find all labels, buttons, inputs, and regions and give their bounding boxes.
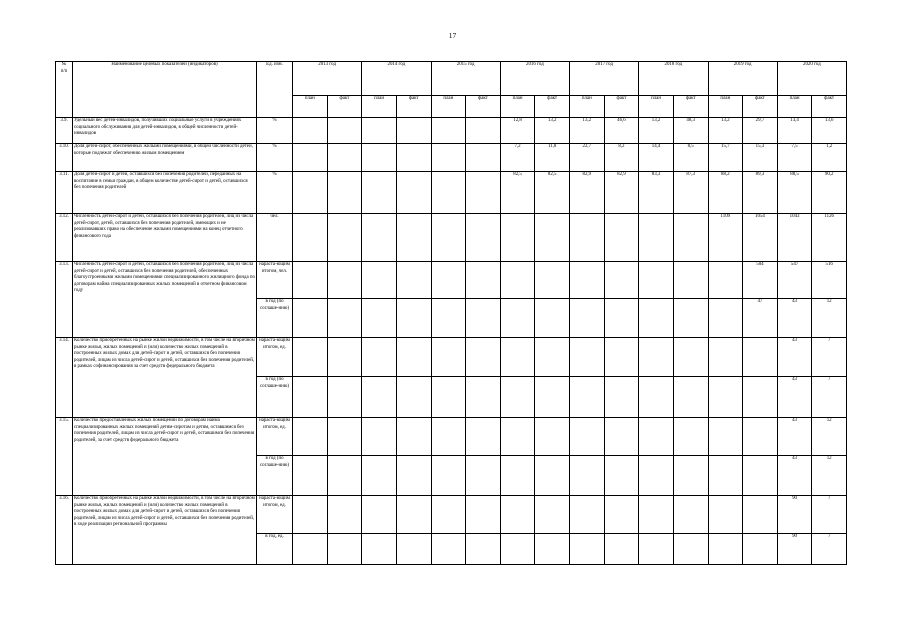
value-cell: 7: [812, 534, 847, 565]
value-cell: [535, 338, 570, 377]
unit-cell: нараста-ющим итогом, ед.: [257, 496, 293, 534]
value-cell: [639, 496, 674, 534]
value-cell: [396, 496, 431, 534]
header-num: № п/п: [56, 62, 73, 118]
value-cell: [466, 118, 501, 144]
header-fact: факт: [812, 96, 847, 118]
value-cell: [466, 456, 501, 496]
value-cell: 13,6: [812, 118, 847, 144]
value-cell: 12: [812, 456, 847, 496]
value-cell: [604, 534, 639, 565]
value-cell: 43: [777, 338, 812, 377]
value-cell: [500, 377, 535, 418]
value-cell: 43: [777, 418, 812, 456]
unit-cell: в год (по соглаше-нию): [257, 377, 293, 418]
value-cell: [327, 456, 362, 496]
value-cell: [431, 377, 466, 418]
value-cell: [466, 496, 501, 534]
value-cell: [293, 418, 328, 456]
value-cell: [743, 456, 778, 496]
value-cell: 43: [777, 456, 812, 496]
header-year: 2020 год: [777, 62, 846, 96]
header-fact: факт: [535, 96, 570, 118]
value-cell: [466, 338, 501, 377]
value-cell: [396, 456, 431, 496]
header-fact: факт: [466, 96, 501, 118]
value-cell: [362, 496, 397, 534]
value-cell: [604, 496, 639, 534]
value-cell: 8,5: [673, 144, 708, 172]
value-cell: [396, 214, 431, 262]
value-cell: 83,3: [639, 172, 674, 214]
table-row: [56, 118, 847, 144]
value-cell: 13,4: [777, 118, 812, 144]
value-cell: [673, 456, 708, 496]
value-cell: [431, 118, 466, 144]
value-cell: [604, 338, 639, 377]
table-row: [56, 262, 847, 299]
value-cell: [362, 262, 397, 299]
value-cell: [673, 377, 708, 418]
value-cell: [673, 418, 708, 456]
value-cell: [327, 338, 362, 377]
header-fact: факт: [604, 96, 639, 118]
value-cell: [431, 214, 466, 262]
value-cell: 13,2: [535, 118, 570, 144]
indicator-name: Доля детей-сирот, обеспеченных жилыми помещениями, в общей численности детей, которые подлежат обеспечению жилым помещением: [73, 144, 257, 172]
header-plan: план: [777, 96, 812, 118]
value-cell: [500, 338, 535, 377]
value-cell: 12: [812, 418, 847, 456]
value-cell: [500, 299, 535, 338]
value-cell: 14,4: [639, 144, 674, 172]
row-number: 3.11.: [56, 172, 73, 214]
value-cell: [431, 262, 466, 299]
value-cell: [327, 534, 362, 565]
value-cell: [396, 377, 431, 418]
value-cell: [708, 496, 743, 534]
header-plan: план: [293, 96, 328, 118]
value-cell: [431, 456, 466, 496]
unit-cell: в год, ед.: [257, 534, 293, 565]
value-cell: 43: [777, 377, 812, 418]
unit-cell: в год (по соглаше-нию): [257, 299, 293, 338]
value-cell: [293, 118, 328, 144]
value-cell: 29,7: [743, 118, 778, 144]
value-cell: [327, 299, 362, 338]
value-cell: [708, 534, 743, 565]
header-plan: план: [500, 96, 535, 118]
value-cell: 504: [743, 262, 778, 299]
value-cell: 82,9: [570, 172, 605, 214]
value-cell: [673, 338, 708, 377]
value-cell: [327, 418, 362, 456]
value-cell: 13,2: [570, 118, 605, 144]
header-row-years: [56, 62, 847, 96]
value-cell: 90: [777, 496, 812, 534]
table-row: [56, 338, 847, 377]
value-cell: [327, 377, 362, 418]
value-cell: [362, 338, 397, 377]
value-cell: [293, 144, 328, 172]
value-cell: [570, 377, 605, 418]
header-plan: план: [431, 96, 466, 118]
value-cell: 89,3: [743, 172, 778, 214]
table-row: [56, 496, 847, 534]
value-cell: [570, 214, 605, 262]
value-cell: 82,5: [535, 172, 570, 214]
header-unit: Ед. изм.: [257, 62, 293, 118]
header-plan: план: [708, 96, 743, 118]
value-cell: [431, 418, 466, 456]
value-cell: [604, 418, 639, 456]
value-cell: 90,2: [812, 172, 847, 214]
value-cell: [743, 377, 778, 418]
value-cell: [327, 118, 362, 144]
value-cell: [396, 118, 431, 144]
value-cell: [431, 534, 466, 565]
header-year: 2019 год: [708, 62, 777, 96]
value-cell: [535, 456, 570, 496]
value-cell: [396, 172, 431, 214]
value-cell: 90: [777, 534, 812, 565]
value-cell: [535, 262, 570, 299]
value-cell: [570, 534, 605, 565]
value-cell: [431, 496, 466, 534]
header-year: 2015 год: [431, 62, 500, 96]
value-cell: [466, 418, 501, 456]
value-cell: 7,2: [500, 144, 535, 172]
value-cell: [431, 299, 466, 338]
value-cell: [431, 338, 466, 377]
value-cell: [708, 299, 743, 338]
value-cell: [570, 299, 605, 338]
value-cell: [673, 262, 708, 299]
unit-cell: нараста-ющим итогом, чел.: [257, 262, 293, 299]
unit-cell: нараста-ющим итогом, ед.: [257, 418, 293, 456]
row-number: 3.10.: [56, 144, 73, 172]
value-cell: [293, 456, 328, 496]
value-cell: 1043: [777, 214, 812, 262]
value-cell: [708, 377, 743, 418]
value-cell: 82,5: [500, 172, 535, 214]
page-number: 17: [448, 31, 457, 40]
value-cell: [431, 144, 466, 172]
value-cell: [466, 377, 501, 418]
value-cell: [396, 418, 431, 456]
header-year: 2018 год: [639, 62, 708, 96]
value-cell: [673, 299, 708, 338]
unit-cell: %: [257, 118, 293, 144]
value-cell: 11,8: [535, 144, 570, 172]
value-cell: [639, 418, 674, 456]
header-fact: факт: [673, 96, 708, 118]
value-cell: [639, 338, 674, 377]
value-cell: 8,2: [604, 144, 639, 172]
value-cell: 15,7: [708, 144, 743, 172]
value-cell: [639, 377, 674, 418]
value-cell: 7,5: [777, 144, 812, 172]
unit-cell: %: [257, 172, 293, 214]
value-cell: [396, 534, 431, 565]
value-cell: [604, 214, 639, 262]
value-cell: 1109: [708, 214, 743, 262]
value-cell: [570, 496, 605, 534]
value-cell: 1126: [812, 214, 847, 262]
value-cell: [570, 418, 605, 456]
table-row: [56, 214, 847, 262]
value-cell: [293, 299, 328, 338]
value-cell: [639, 299, 674, 338]
value-cell: 1054: [743, 214, 778, 262]
header-fact: факт: [743, 96, 778, 118]
table-row: [56, 418, 847, 456]
value-cell: [535, 299, 570, 338]
value-cell: [708, 418, 743, 456]
value-cell: [396, 144, 431, 172]
value-cell: [535, 214, 570, 262]
value-cell: [293, 534, 328, 565]
value-cell: [396, 262, 431, 299]
value-cell: 1,2: [812, 144, 847, 172]
row-number: 3.13.: [56, 262, 73, 338]
value-cell: [743, 496, 778, 534]
value-cell: [500, 418, 535, 456]
indicator-name: Количество приобретенных на рынке жилой недвижимости, в том числе на вторичном рынке жилья, жилых помещений и (или) количество жилых помещений в построенных жилых домах для детей-сирот и детей, оставшихся без попечения родителей, лицам из числа детей-сирот и детей, оставшихся без попечения родителей, в рамках софинансирования за счет средств федерального бюджета: [73, 338, 257, 418]
header-plan: план: [570, 96, 605, 118]
value-cell: [708, 262, 743, 299]
value-cell: 15,3: [743, 144, 778, 172]
value-cell: [708, 456, 743, 496]
value-cell: [708, 338, 743, 377]
header-fact: факт: [327, 96, 362, 118]
value-cell: [604, 262, 639, 299]
value-cell: [293, 496, 328, 534]
value-cell: [466, 214, 501, 262]
value-cell: [466, 262, 501, 299]
indicator-name: Удельный вес детей-инвалидов, получивших социальные услуги в учреждениях социального обслуживания для детей-инвалидов, в общей численности детей-инвалидов: [73, 118, 257, 144]
unit-cell: %: [257, 144, 293, 172]
value-cell: [362, 172, 397, 214]
value-cell: 22,7: [570, 144, 605, 172]
header-year: 2013 год: [293, 62, 362, 96]
header-fact: факт: [396, 96, 431, 118]
value-cell: [466, 534, 501, 565]
value-cell: [327, 496, 362, 534]
indicator-name: Численность детей-сирот и детей, оставшихся без попечения родителей, лиц из числа детей-сирот, детей, оставшихся без попечения родителей, имеющих и не реализовавших право на обеспечение жилыми помещениями на конец отчетного финансового года: [73, 214, 257, 262]
value-cell: 47: [743, 299, 778, 338]
value-cell: [639, 214, 674, 262]
value-cell: [362, 299, 397, 338]
value-cell: 43: [777, 299, 812, 338]
value-cell: [466, 144, 501, 172]
value-cell: [673, 214, 708, 262]
value-cell: 87,3: [673, 172, 708, 214]
value-cell: [327, 172, 362, 214]
indicators-table: [55, 61, 847, 565]
value-cell: [743, 418, 778, 456]
value-cell: [396, 338, 431, 377]
header-year: 2014 год: [362, 62, 431, 96]
value-cell: [500, 456, 535, 496]
value-cell: 13,2: [639, 118, 674, 144]
value-cell: [570, 338, 605, 377]
value-cell: [743, 338, 778, 377]
value-cell: [362, 118, 397, 144]
indicator-name: Численность детей-сирот и детей, оставшихся без попечения родителей, лиц из числа детей-сирот и детей, оставшихся без попечения родителей, обеспеченных благоустроенными жилыми помещениями специализированного жилищного фонда по договорам найма специализированных жилых помещений в отчетном финансовом году: [73, 262, 257, 338]
value-cell: [743, 534, 778, 565]
unit-cell: нараста-ющим итогом, ед.: [257, 338, 293, 377]
value-cell: 12,8: [500, 118, 535, 144]
value-cell: [535, 377, 570, 418]
value-cell: [639, 534, 674, 565]
value-cell: 516: [812, 262, 847, 299]
value-cell: [362, 214, 397, 262]
value-cell: [327, 214, 362, 262]
value-cell: 88,2: [708, 172, 743, 214]
row-number: 3.14.: [56, 338, 73, 418]
row-number: 3.16.: [56, 496, 73, 565]
value-cell: [293, 262, 328, 299]
value-cell: [500, 214, 535, 262]
value-cell: 7: [812, 338, 847, 377]
value-cell: [500, 262, 535, 299]
row-number: 3.9.: [56, 118, 73, 144]
value-cell: [639, 262, 674, 299]
indicator-name: Доля детей-сирот и детей, оставшихся без попечения родителей, переданных на воспитание в семьи граждан, в общем количестве детей-сирот и детей, оставшихся без попечения родителей: [73, 172, 257, 214]
value-cell: [362, 534, 397, 565]
value-cell: [604, 299, 639, 338]
header-plan: план: [362, 96, 397, 118]
value-cell: [500, 496, 535, 534]
value-cell: 12: [812, 299, 847, 338]
value-cell: 48,3: [673, 118, 708, 144]
row-number: 3.12.: [56, 214, 73, 262]
value-cell: [362, 144, 397, 172]
unit-cell: чел.: [257, 214, 293, 262]
value-cell: [293, 214, 328, 262]
unit-cell: в год (по соглаше-нию): [257, 456, 293, 496]
value-cell: 46,6: [604, 118, 639, 144]
value-cell: [535, 496, 570, 534]
value-cell: [673, 496, 708, 534]
value-cell: 13,2: [708, 118, 743, 144]
value-cell: [362, 377, 397, 418]
value-cell: [466, 299, 501, 338]
value-cell: [604, 377, 639, 418]
row-number: 3.15.: [56, 418, 73, 496]
value-cell: [293, 377, 328, 418]
value-cell: [362, 418, 397, 456]
value-cell: [327, 144, 362, 172]
value-cell: [604, 456, 639, 496]
value-cell: 7: [812, 377, 847, 418]
value-cell: [466, 172, 501, 214]
header-year: 2016 год: [500, 62, 569, 96]
header-name: Наименование целевых показателей (индикаторов): [73, 62, 257, 118]
value-cell: [673, 534, 708, 565]
header-year: 2017 год: [570, 62, 639, 96]
value-cell: [535, 418, 570, 456]
value-cell: 7: [812, 496, 847, 534]
value-cell: [362, 456, 397, 496]
value-cell: [293, 172, 328, 214]
value-cell: [500, 534, 535, 565]
value-cell: [570, 456, 605, 496]
indicator-name: Количество предоставленных жилых помещений по договорам найма специализированных жилых помещений детям-сиротам и детям, оставшимся без попечения родителей, лицам из числа детей-сирот и детей, оставшимся без попечения родителей, за счет средств федерального бюджета: [73, 418, 257, 496]
value-cell: [639, 456, 674, 496]
value-cell: 82,9: [604, 172, 639, 214]
indicator-name: Количество приобретенных на рынке жилой недвижимости, в том числе на вторичном рынке жилья, жилых помещений и (или) количество жилых помещений в построенных жилых домах для детей-сирот и детей, оставшихся без попечения родителей, лицам из числа детей-сирот и детей, оставшихся без попечения родителей, в ходе реализации региональной программы: [73, 496, 257, 565]
value-cell: [396, 299, 431, 338]
header-plan: план: [639, 96, 674, 118]
value-cell: [570, 262, 605, 299]
value-cell: 88,5: [777, 172, 812, 214]
value-cell: 547: [777, 262, 812, 299]
value-cell: [431, 172, 466, 214]
value-cell: [327, 262, 362, 299]
value-cell: [293, 338, 328, 377]
table-row: [56, 144, 847, 172]
value-cell: [535, 534, 570, 565]
table-row: [56, 172, 847, 214]
